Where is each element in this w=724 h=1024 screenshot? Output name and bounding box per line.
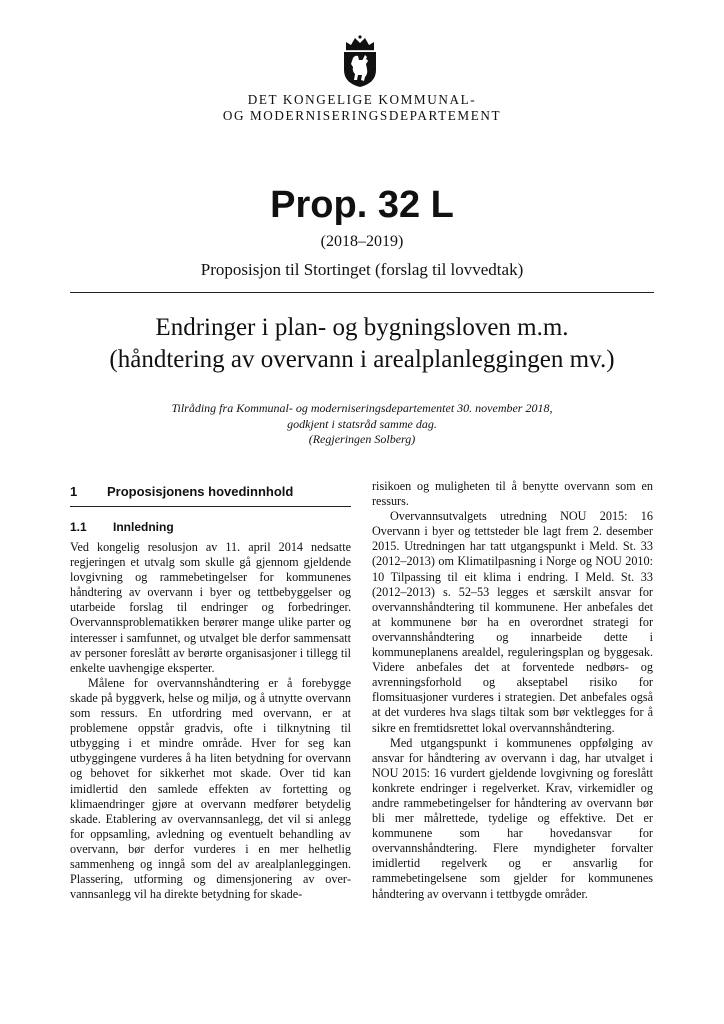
proposition-number: Prop. 32 L (270, 184, 454, 226)
subsection-title: Innledning (113, 520, 174, 534)
body-column-left (70, 540, 351, 902)
body-column-right (372, 479, 653, 902)
proposition-session: (2018–2019) (320, 233, 404, 250)
paragraph: Overvannsutvalgets utredning NOU 2015: 16 Overvann i byer og tettsteder ble lagt frem 2. desember 2015. Utredningen har tatt utgangspunkt i Meld. St. 33 (2012–2013) om Klimatilpasning i Norge og NOU 2010: 10 Tilpassing til eit klima i endring. I Meld. St. 33 (2012–2013) s. 52–53 legges et særskilt ansvar for overvannshåndtering til kommunene. Her anbefales det at kommunene bør ha en overordnet strategi for overvannshåndtering og innarbeide dette i kommuneplanens arealdel, reguleringsplan og byggesak. Videre anbefales det at forventede nedbørs- og avrenningsforhold og akseptabel risiko for flomsituasjoner vurderes i strategien. Det anbefales også at det vurderes hva slags tiltak som bør vektlegges for å sikre en fremtidsrettet lokal overvannshåndtering. (372, 509, 653, 735)
document-title-line-1: Endringer i plan- og bygningsloven m.m. (155, 314, 569, 341)
title-divider (70, 292, 654, 293)
section-heading (70, 484, 351, 500)
proposition-subtitle: Proposisjon til Stortinget (forslag til lovvedtak) (200, 260, 524, 279)
approval-line-1: Tilråding fra Kommunal- og moderniseringsdepartementet 30. november 2018, (171, 401, 553, 415)
paragraph: Målene for overvannshåndtering er å forebygge skade på byggverk, helse og miljø, og å utnytte overvann som ressurs. En utfordring med overvann, er at problemene oppstår gradvis, ofte i tilknytning til utbygging i et mindre område. Hver for seg kan utbyggingene vurderes å ha liten betydning for overvann og behovet for sikkerhet mot skade. Over tid kan imidlertid den samlede effekten av fortetting og klimaendringer gjøre at overvann medfører betydelig skade. Etablering av overvannsanlegg, det vil si anlegg for oppsamling, avledning og eventuelt behandling av overvann, bør derfor vurderes i en mer helhetlig sammenheng og inngå som del av arealplanleggingen. Plassering, utforming og dimensjonering av overvannsanlegg vil ha direkte betydning for skade- (70, 675, 351, 902)
approval-line-3: (Regjeringen Solberg) (308, 432, 416, 446)
subsection-number: 1.1 (70, 520, 87, 534)
document-title-line-2: (håndtering av overvann i arealplanleggingen mv.) (109, 346, 615, 373)
paragraph: Ved kongelig resolusjon av 11. april 2014 nedsatte regjeringen et utvalg som skulle gå gjennom gjeldende lovgivning og rammebetingelser for kommunenes håndtering av overvann i byer og tettbebyggelser og utarbeide forslag til endringer og forbedringer. Overvannsproblematikken berører mange ulike parter og interesser i samfunnet, og utvalget ble derfor sammensatt av personer foreslått av berørte organisasjoner i tillegg til enkelte uavhengige eksperter. (70, 540, 351, 675)
norwegian-coat-of-arms-icon (338, 34, 382, 88)
paragraph: Med utgangspunkt i kommunenes oppfølging av ansvar for håndtering av overvann i dag, har utvalget i NOU 2015: 16 vurdert gjeldende lovgivning og foreslått konkrete endringer i regelverket. Krav, virkemidler og andre rammebetingelser for håndtering av overvann bør bli mer målrettede, tydelige og effektive. Det er kommunene som har hovedansvar for overvannshåndtering. Flere myndigheter forvalter imidlertid regelverk og er ansvarlig for rammebetingelsene som gjelder for kommunenes håndtering av overvann i tettbygde områder. (372, 735, 653, 901)
section-title: Proposisjonens hovedinnhold (107, 484, 294, 499)
approval-line-2: godkjent i statsråd samme dag. (287, 416, 437, 431)
approval-note (0, 401, 724, 448)
subsection-heading (70, 520, 351, 535)
section-number: 1 (70, 484, 78, 499)
department-name-line-2: OG MODERNISERINGSDEPARTEMENT (222, 108, 502, 123)
section-divider (70, 506, 351, 507)
department-name-line-1: DET KONGELIGE KOMMUNAL- (247, 92, 477, 107)
paragraph: risikoen og muligheten til å benytte overvann som en ressurs. (372, 479, 653, 509)
